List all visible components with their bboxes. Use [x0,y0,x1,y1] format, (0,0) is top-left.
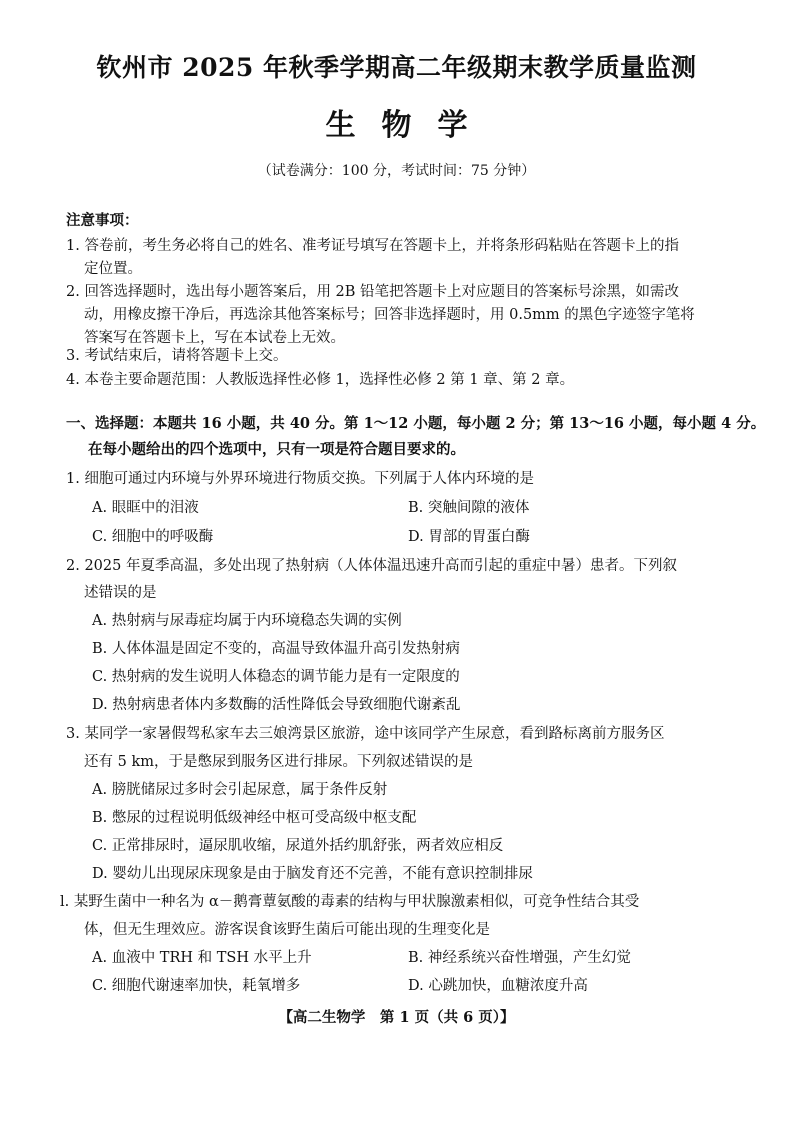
notice-line: 2. 回答选择题时，选出每小题答案后，用 2B 铅笔把答题卡上对应题目的答案标号涂黑，如需改 [66,284,680,300]
question-4-option-b: B. 神经系统兴奋性增强，产生幻觉 [408,950,631,966]
question-3-stem: 还有 5 km，于是憋尿到服务区进行排尿。下列叙述错误的是 [84,754,473,770]
page-footer: 【高二生物学 第 1 页（共 6 页）】 [278,1009,515,1026]
notice-line: 4. 本卷主要命题范围：人教版选择性必修 1，选择性必修 2 第 1 章、第 2 章。 [66,372,575,388]
question-2-option-d: D. 热射病患者体内多数酶的活性降低会导致细胞代谢紊乱 [92,697,461,713]
question-3-option-b: B. 憋尿的过程说明低级神经中枢可受高级中枢支配 [92,810,417,826]
question-1-stem: 1. 细胞可通过内环境与外界环境进行物质交换。下列属于人体内环境的是 [66,471,534,487]
question-3-option-d: D. 婴幼儿出现尿床现象是由于脑发育还不完善，不能有意识控制排尿 [92,866,533,882]
question-2-option-c: C. 热射病的发生说明人体稳态的调节能力是有一定限度的 [92,669,460,685]
question-4-option-d: D. 心跳加快，血糖浓度升高 [408,978,588,994]
notice-line: 3. 考试结束后，请将答题卡上交。 [66,348,288,364]
question-2-stem: 2. 2025 年夏季高温，多处出现了热射病（人体体温迅速升高而引起的重症中暑）患者。下列叙 [66,558,677,574]
question-4-option-a: A. 血液中 TRH 和 TSH 水平上升 [92,950,312,966]
question-1-option-a: A. 眼眶中的泪液 [92,500,199,516]
question-1-option-c: C. 细胞中的呼吸酶 [92,529,214,545]
question-3-stem: 3. 某同学一家暑假驾私家车去三娘湾景区旅游，途中该同学产生尿意，看到路标离前方服务区 [66,726,665,742]
section-subheading: 在每小题给出的四个选项中，只有一项是符合题目要求的。 [88,441,465,458]
notice-line: 定位置。 [84,261,142,277]
section-heading: 一、选择题：本题共 16 小题，共 40 分。第 1～12 小题，每小题 2 分；第 13～16 小题，每小题 4 分。 [66,415,766,432]
question-3-option-c: C. 正常排尿时，逼尿肌收缩，尿道外括约肌舒张，两者效应相反 [92,838,504,854]
question-2-stem: 述错误的是 [84,585,157,601]
subject-title: 生物学 [325,108,494,143]
notice-line: 动，用橡皮擦干净后，再选涂其他答案标号；回答非选择题时，用 0.5mm 的黑色字迹签字笔将 [84,307,695,323]
exam-meta: （试卷满分：100 分，考试时间：75 分钟） [257,163,536,179]
notice-line: 答案写在答题卡上，写在本试卷上无效。 [84,330,345,346]
question-4-stem: l. 某野生菌中一种名为 α－鹅膏蕈氨酸的毒素的结构与甲状腺激素相似，可竞争性结合其受 [60,894,640,910]
question-4-option-c: C. 细胞代谢速率加快，耗氧增多 [92,978,301,994]
question-1-option-b: B. 突触间隙的液体 [408,500,530,516]
question-2-option-b: B. 人体体温是固定不变的，高温导致体温升高引发热射病 [92,641,460,657]
question-3-option-a: A. 膀胱储尿过多时会引起尿意，属于条件反射 [92,782,388,798]
question-1-option-d: D. 胃部的胃蛋白酶 [408,529,530,545]
exam-title: 钦州市 2025 年秋季学期高二年级期末教学质量监测 [96,53,697,82]
notice-heading: 注意事项： [66,212,139,229]
question-4-stem: 体，但无生理效应。游客误食该野生菌后可能出现的生理变化是 [84,922,490,938]
question-2-option-a: A. 热射病与尿毒症均属于内环境稳态失调的实例 [92,613,402,629]
notice-line: 1. 答卷前，考生务必将自己的姓名、准考证号填写在答题卡上，并将条形码粘贴在答题卡上的指 [66,238,679,254]
